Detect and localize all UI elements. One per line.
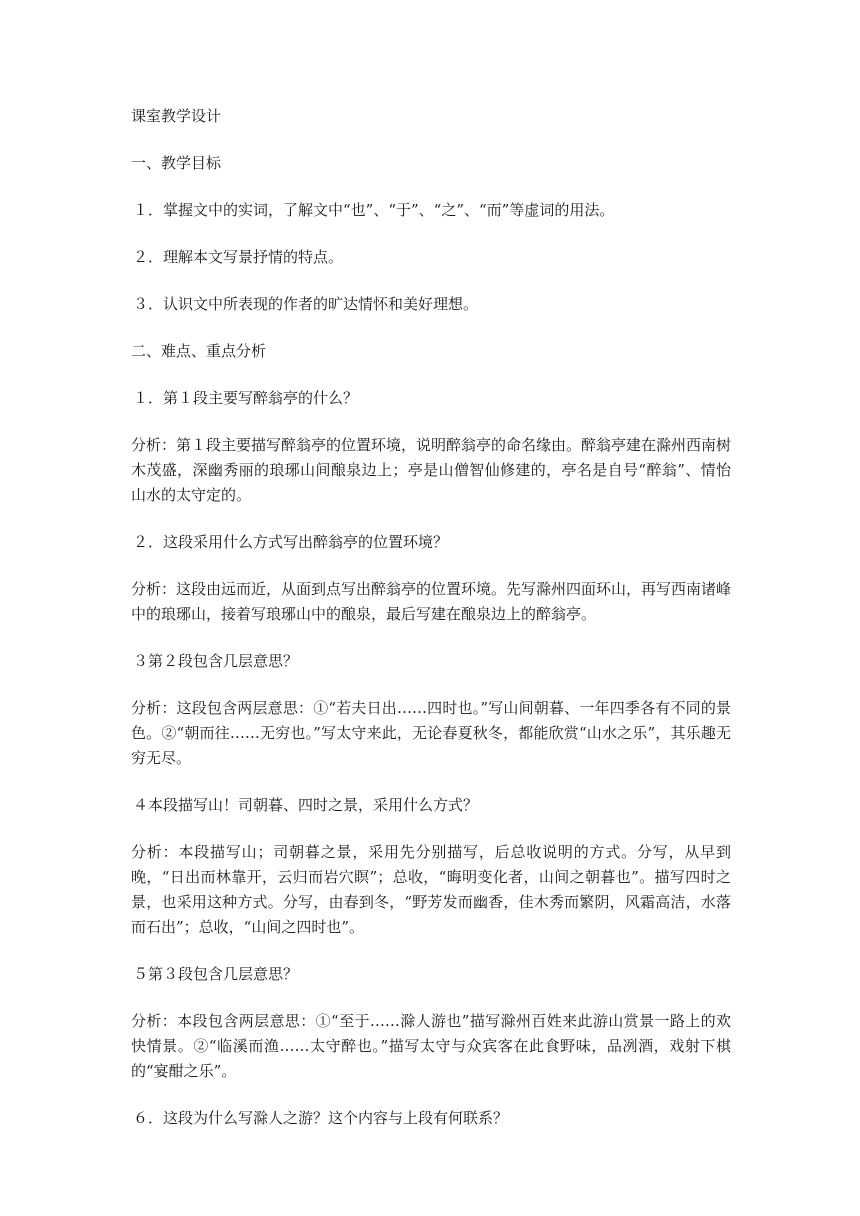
answer-paragraph: 分析：本段描写山；司朝暮之景，采用先分别描写，后总收说明的方式。分写，从早到晚，“日出而林靠开，云归而岩穴瞑”；总收，“晦明变化者，山间之朝暮也”。描写四时之景，也采用这种方式。分写，由春到冬，“野芳发而幽香，佳木秀而繁阴，风霜高洁，水落而石出”；总收，“山间之四时也”。 (131, 843, 731, 936)
document-body (131, 104, 731, 1131)
question: １．第１段主要写醉翁亭的什么？ (133, 389, 359, 407)
section-heading-goals: 一、教学目标 (131, 154, 222, 172)
section-heading-analysis: 二、难点、重点分析 (131, 342, 267, 360)
answer-paragraph: 分析：第１段主要描写醉翁亭的位置环境，说明醉翁亭的命名缘由。醉翁亭建在滁州西南树木茂盛，深幽秀丽的琅琊山间酿泉边上；亭是山僧智仙修建的，亭名是自号“醉翁”、情怡山水的太守定的。 (131, 436, 732, 504)
answer-paragraph: 分析：这段包含两层意思：①“若夫日出……四时也。”写山间朝暮、一年四季各有不同的景色。②“朝而往……无穷也。”写太守来此，无论春夏秋冬，都能欣赏“山水之乐”，其乐趣无穷无尽。 (131, 699, 731, 767)
answer-paragraph: 分析：这段由远而近，从面到点写出醉翁亭的位置环境。先写滁州四面环山，再写西南诸峰中的琅琊山，接着写琅琊山中的酿泉，最后写建在酿泉边上的醉翁亭。 (131, 580, 732, 623)
answer-paragraph: 分析：本段包含两层意思：①“至于……滁人游也”描写滁州百姓来此游山赏景一路上的欢快情景。②“临溪而渔……太守醉也。”描写太守与众宾客在此食野味，品冽酒，戏射下棋的“宴酣之乐”。 (131, 1012, 731, 1080)
goal-item: ２．理解本文写景抒情的特点。 (133, 248, 344, 266)
question: ３第２段包含几层意思？ (133, 652, 299, 670)
question: ５第３段包含几层意思？ (133, 965, 299, 983)
goal-item: ３．认识文中所表现的作者的旷达情怀和美好理想。 (133, 295, 479, 313)
goal-item: １．掌握文中的实词，了解文中“也”、“于”、“之”、“而”等虚词的用法。 (133, 201, 615, 219)
question: ２．这段采用什么方式写出醉翁亭的位置环境？ (133, 533, 449, 551)
question: ４本段描写山！司朝暮、四时之景，采用什么方式？ (133, 796, 479, 814)
final-question: ６．这段为什么写滁人之游？这个内容与上段有何联系？ (133, 1109, 509, 1127)
document-title: 课室教学设计 (131, 107, 222, 125)
